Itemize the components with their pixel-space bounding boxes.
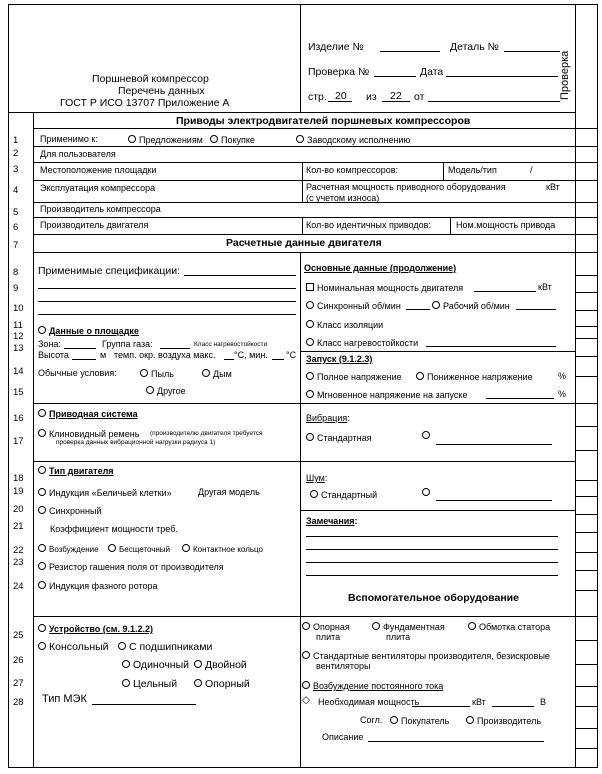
other-model-label: Другая модель bbox=[198, 487, 260, 497]
rownum-line bbox=[33, 112, 34, 767]
radio-icon bbox=[422, 431, 430, 439]
option-base-plate[interactable]: Опорная bbox=[302, 622, 350, 632]
option-instant-voltage[interactable]: Мгновенное напряжение на запуске bbox=[306, 390, 467, 400]
zone-field[interactable] bbox=[64, 348, 96, 349]
vbelt-note-1: (производителю двигателя требуется bbox=[150, 430, 263, 437]
option-buyer[interactable]: Покупатель bbox=[390, 716, 449, 726]
check-cell-line bbox=[575, 326, 597, 327]
option-noise-other[interactable] bbox=[422, 488, 433, 498]
check-cell-line bbox=[575, 450, 597, 451]
option-proposals[interactable]: Предложениям bbox=[128, 135, 203, 145]
option-double[interactable]: Двойной bbox=[194, 660, 247, 671]
row-line bbox=[33, 146, 575, 147]
option-supported[interactable]: Опорный bbox=[194, 679, 250, 690]
doc-title-3: ГОСТ Р ИСО 13707 Приложение А bbox=[60, 97, 230, 109]
remarks-line-2[interactable] bbox=[306, 549, 558, 550]
motor-type-heading[interactable]: Тип двигателя bbox=[38, 466, 114, 476]
header-divider bbox=[300, 4, 301, 112]
option-sync-rpm[interactable]: Синхронный об/мин bbox=[306, 301, 401, 311]
instant-voltage-field[interactable] bbox=[486, 398, 554, 399]
description-field[interactable] bbox=[368, 741, 544, 742]
option-purchase[interactable]: Покупке bbox=[210, 135, 255, 145]
radio-icon bbox=[38, 429, 46, 437]
option-reduced-voltage[interactable]: Пониженное напряжение bbox=[416, 372, 533, 382]
noise-title: Шум bbox=[306, 473, 325, 483]
vibration-colon: : bbox=[347, 413, 350, 423]
doc-title-2: Перечень данных bbox=[118, 85, 205, 97]
vibration-heading bbox=[306, 414, 350, 423]
row-number: 1 bbox=[13, 135, 19, 146]
radio-icon bbox=[122, 679, 130, 687]
drive-system-heading[interactable]: Приводная система bbox=[38, 409, 138, 419]
row-number: 14 bbox=[13, 366, 24, 377]
option-bearings[interactable]: С подшипниками bbox=[118, 642, 212, 653]
row-line bbox=[33, 128, 575, 129]
for-user-label: Для пользователя bbox=[40, 149, 116, 159]
option-work-rpm[interactable]: Рабочий об/мин bbox=[432, 301, 510, 311]
option-foundation-plate[interactable]: Фундаментная bbox=[372, 622, 445, 632]
base-plate-label-2: плита bbox=[316, 632, 341, 642]
check-cell-line bbox=[575, 202, 597, 203]
radio-icon bbox=[310, 490, 318, 498]
specs-field[interactable] bbox=[184, 275, 296, 276]
radio-icon bbox=[432, 301, 440, 309]
page-label: стр. bbox=[308, 91, 327, 103]
diamond-icon: ◇ bbox=[302, 694, 311, 706]
radio-icon bbox=[302, 681, 310, 689]
radio-icon bbox=[38, 506, 46, 514]
remarks-line-4[interactable] bbox=[306, 575, 558, 576]
check-cell-line bbox=[575, 403, 597, 404]
option-dust[interactable]: Пыль bbox=[140, 369, 174, 379]
design-power-note: (с учетом износа) bbox=[306, 193, 380, 203]
noise-heading bbox=[306, 474, 327, 483]
detal-label: Деталь № bbox=[450, 41, 499, 53]
radio-icon bbox=[38, 409, 46, 417]
compressor-operation-label: Эксплуатация компрессора bbox=[40, 183, 156, 193]
option-heat-class[interactable]: Класс нагревостойкости bbox=[306, 338, 418, 348]
altitude-field[interactable] bbox=[72, 359, 96, 360]
option-noise-standard[interactable]: Стандартный bbox=[310, 490, 377, 500]
option-cantilever[interactable]: Консольный bbox=[38, 642, 109, 653]
radio-icon bbox=[306, 320, 314, 328]
row-line bbox=[33, 180, 575, 181]
radio-icon bbox=[468, 622, 476, 630]
heat-class-field[interactable] bbox=[426, 346, 556, 347]
option-vibration-standard[interactable]: Стандартная bbox=[306, 433, 372, 443]
row-number: 9 bbox=[13, 283, 19, 294]
instant-voltage-pct: % bbox=[558, 389, 567, 399]
basic-data-heading: Основные данные (продолжение) bbox=[304, 263, 457, 273]
check-cell-line bbox=[575, 570, 597, 571]
compressor-maker-label: Производитель компрессора bbox=[40, 204, 161, 214]
check-cell-line bbox=[575, 686, 597, 687]
noise-colon: : bbox=[324, 473, 328, 483]
radio-icon bbox=[38, 466, 46, 474]
altitude-label: Высота bbox=[38, 350, 69, 360]
radio-icon bbox=[38, 581, 46, 589]
option-single[interactable]: Одиночный bbox=[122, 660, 189, 671]
frame-bottom bbox=[8, 767, 598, 768]
work-rpm-field[interactable] bbox=[516, 309, 556, 310]
radio-icon bbox=[296, 135, 304, 143]
remarks-line-1[interactable] bbox=[306, 536, 558, 537]
izdelie-label: Изделие № bbox=[308, 41, 364, 53]
check-cell-line bbox=[575, 664, 597, 665]
row-number: 25 bbox=[13, 630, 24, 641]
proverka-label: Проверка № bbox=[308, 66, 370, 78]
radio-icon bbox=[302, 622, 310, 630]
frame-right bbox=[597, 4, 598, 767]
agreed-label: Согл. bbox=[360, 715, 383, 725]
row-number: 27 bbox=[13, 678, 24, 689]
check-cell-line bbox=[575, 376, 597, 377]
option-factory[interactable]: Заводскому исполнению bbox=[296, 135, 410, 145]
compressor-count-label: Кол-во компрессоров: bbox=[306, 165, 398, 175]
row-number: 3 bbox=[13, 164, 19, 175]
option-synchronous[interactable]: Синхронный bbox=[38, 506, 101, 516]
site-location-label: Местоположение площадки bbox=[40, 165, 157, 175]
voltage-field[interactable] bbox=[492, 706, 534, 707]
data-field[interactable] bbox=[446, 76, 558, 77]
row-number: 8 bbox=[13, 267, 19, 278]
option-stator-winding[interactable]: Обмотка статора bbox=[468, 622, 550, 632]
normal-conditions-label: Обычные условия: bbox=[38, 368, 117, 378]
design-power-label: Расчетная мощность приводного оборудования bbox=[306, 182, 506, 192]
noise-other-field[interactable] bbox=[436, 500, 552, 501]
check-cell-line bbox=[575, 552, 597, 553]
check-cell-line bbox=[575, 426, 597, 427]
altitude-unit: м bbox=[100, 350, 107, 360]
option-other[interactable]: Другое bbox=[146, 386, 186, 396]
fans-label-2: вентиляторы bbox=[316, 661, 371, 671]
radio-icon bbox=[306, 390, 314, 398]
frame-left bbox=[8, 4, 9, 767]
row-number: 10 bbox=[13, 303, 24, 314]
check-cell-line bbox=[575, 252, 597, 253]
radio-icon bbox=[38, 544, 46, 552]
iec-type-field[interactable] bbox=[92, 704, 196, 705]
cell-divider bbox=[302, 162, 303, 180]
vbelt-note-2: проверка данных вибрационной нагрузки радиуса 1) bbox=[56, 439, 216, 446]
row-number: 20 bbox=[13, 504, 24, 515]
radio-icon bbox=[372, 622, 380, 630]
option-smoke[interactable]: Дым bbox=[202, 369, 232, 379]
row-number: 5 bbox=[13, 207, 19, 218]
temp-min-label: °С, мин. bbox=[234, 350, 268, 360]
cell-divider bbox=[302, 180, 303, 202]
option-brushless[interactable]: Бесщеточный bbox=[108, 544, 170, 554]
radio-icon bbox=[118, 642, 126, 650]
data-label: Дата bbox=[420, 66, 444, 78]
nominal-power-checkbox[interactable]: Номинальная мощность двигателя bbox=[306, 283, 463, 293]
check-cell-line bbox=[575, 496, 597, 497]
page-total-line bbox=[382, 101, 410, 102]
option-maker[interactable]: Производитель bbox=[466, 716, 541, 726]
radio-icon bbox=[306, 301, 314, 309]
device-heading[interactable]: Устройство (см. 9.1.2.2) bbox=[38, 624, 153, 634]
radio-icon bbox=[108, 544, 116, 552]
foundation-plate-label-2: плита bbox=[386, 632, 411, 642]
ambient-temp-label: темп. окр. воздуха макс. bbox=[114, 350, 216, 360]
check-cell-line bbox=[575, 162, 597, 163]
iec-type-label: Тип МЭК bbox=[42, 693, 87, 705]
vibration-title: Вибрация bbox=[306, 413, 348, 423]
section-title-drives: Приводы электродвигателей поршневых компрессоров bbox=[176, 115, 471, 127]
radio-icon bbox=[306, 372, 314, 380]
required-power-unit: кВт bbox=[472, 697, 486, 707]
row-number: 12 bbox=[13, 331, 24, 342]
specs-line-4[interactable] bbox=[38, 314, 296, 315]
check-cell-line bbox=[575, 590, 597, 591]
specs-line-3[interactable] bbox=[38, 301, 296, 302]
radio-icon bbox=[422, 488, 430, 496]
reduced-voltage-pct: % bbox=[558, 371, 567, 381]
row-line bbox=[300, 510, 575, 511]
identical-drives-label: Кол-во идентичных приводов: bbox=[306, 220, 431, 230]
row-line bbox=[33, 403, 300, 404]
applies-label: Применимо к: bbox=[40, 134, 98, 144]
row-line bbox=[33, 217, 575, 218]
radio-icon bbox=[194, 660, 202, 668]
from-field[interactable] bbox=[428, 101, 560, 102]
site-data-heading[interactable]: Данные о площадке bbox=[38, 326, 139, 336]
remarks-colon: : bbox=[354, 516, 358, 526]
option-dc-excitation[interactable]: Возбуждение постоянного тока bbox=[302, 681, 443, 691]
radio-icon bbox=[122, 660, 130, 668]
radio-icon bbox=[128, 135, 136, 143]
option-slip-ring[interactable]: Контактное кольцо bbox=[182, 544, 263, 554]
radio-icon bbox=[38, 624, 46, 632]
check-cell-line bbox=[575, 217, 597, 218]
option-excitation[interactable]: Возбуждение bbox=[38, 544, 99, 554]
of-label: из bbox=[366, 91, 377, 103]
radio-icon bbox=[182, 544, 190, 552]
option-standard-fans[interactable]: Стандартные вентиляторы производителя, безискровые bbox=[302, 651, 550, 661]
row-number: 23 bbox=[13, 557, 24, 568]
option-vbelt[interactable]: Клиновидный ремень bbox=[38, 429, 139, 439]
check-cell-line bbox=[575, 616, 597, 617]
row-number: 21 bbox=[13, 521, 24, 532]
model-type-label: Модель/тип bbox=[448, 165, 497, 175]
required-power-field[interactable] bbox=[412, 706, 470, 707]
cell-divider bbox=[450, 217, 451, 234]
radio-icon bbox=[38, 642, 46, 650]
row-number: 17 bbox=[13, 436, 24, 447]
row-number: 4 bbox=[13, 185, 19, 196]
heat-class-small-label: Класс нагревостойкости bbox=[194, 341, 268, 348]
check-cell-line bbox=[575, 146, 597, 147]
nominal-drive-power-label: Ном.мощность привода bbox=[456, 220, 556, 230]
option-full-voltage[interactable]: Полное напряжение bbox=[306, 372, 402, 382]
radio-icon bbox=[38, 562, 46, 570]
option-insulation-class[interactable]: Класс изоляции bbox=[306, 320, 383, 330]
remarks-heading bbox=[306, 517, 358, 526]
radio-icon bbox=[194, 679, 202, 687]
row-line bbox=[300, 403, 575, 404]
option-vibration-other[interactable] bbox=[422, 431, 433, 441]
check-cell-line bbox=[575, 706, 597, 707]
row-number: 24 bbox=[13, 581, 24, 592]
check-line bbox=[575, 128, 597, 129]
check-cell-line bbox=[575, 310, 597, 311]
check-cell-line bbox=[575, 480, 597, 481]
checkbox-icon bbox=[306, 283, 314, 291]
row-number: 7 bbox=[13, 240, 19, 251]
option-wound-rotor[interactable]: Индукция фазного ротора bbox=[38, 581, 158, 591]
temp-max-field[interactable] bbox=[224, 359, 234, 360]
remarks-line-3[interactable] bbox=[306, 562, 558, 563]
radio-icon bbox=[38, 488, 46, 496]
check-column-title: Проверка bbox=[559, 50, 571, 100]
proverka-field[interactable] bbox=[374, 76, 416, 77]
check-cell-line bbox=[575, 748, 597, 749]
row-line bbox=[33, 252, 575, 253]
doc-title-1: Поршневой компрессор bbox=[92, 73, 209, 85]
sync-rpm-field[interactable] bbox=[406, 309, 430, 310]
radio-icon bbox=[306, 338, 314, 346]
radio-icon bbox=[416, 372, 424, 380]
model-type-slash: / bbox=[530, 165, 533, 175]
aux-equipment-heading: Вспомогательное оборудование bbox=[348, 592, 519, 604]
row-number: 22 bbox=[13, 545, 24, 556]
section-title-motor: Расчетные данные двигателя bbox=[226, 237, 382, 249]
start-heading: Запуск (9.1.2.3) bbox=[306, 354, 373, 364]
row-line bbox=[300, 351, 575, 352]
row-number: 11 bbox=[13, 320, 23, 331]
frame-top bbox=[8, 4, 598, 5]
option-squirrel-cage[interactable]: Индукция «Беличьей клетки» bbox=[38, 488, 172, 498]
row-number: 6 bbox=[13, 222, 19, 233]
gas-group-field[interactable] bbox=[160, 348, 190, 349]
nominal-power-unit: кВт bbox=[538, 282, 552, 292]
row-number: 18 bbox=[13, 473, 24, 484]
nominal-power-field[interactable] bbox=[474, 291, 536, 292]
row-line bbox=[33, 162, 575, 163]
vibration-other-field[interactable] bbox=[436, 444, 552, 445]
radio-icon bbox=[390, 716, 398, 724]
temp-min-field[interactable] bbox=[272, 359, 284, 360]
row-line bbox=[33, 202, 575, 203]
row-number: 28 bbox=[13, 697, 24, 708]
row-number: 16 bbox=[13, 413, 24, 424]
izdelie-field[interactable] bbox=[380, 51, 440, 52]
check-cell-line bbox=[575, 356, 597, 357]
detal-field[interactable] bbox=[504, 51, 560, 52]
radio-icon bbox=[306, 433, 314, 441]
option-field-resistor[interactable]: Резистор гашения поля от производителя bbox=[38, 562, 224, 572]
page-number-line bbox=[328, 101, 352, 102]
option-solid[interactable]: Цельный bbox=[122, 679, 177, 690]
row-number: 13 bbox=[13, 343, 24, 354]
row-line bbox=[33, 461, 300, 462]
radio-icon bbox=[302, 651, 310, 659]
row-number: 19 bbox=[13, 486, 24, 497]
row-number: 26 bbox=[13, 655, 24, 666]
row-number: 15 bbox=[13, 387, 24, 398]
header-bottom bbox=[8, 112, 575, 113]
check-cell-line bbox=[575, 532, 597, 533]
description-label: Описание bbox=[322, 732, 364, 742]
radio-icon bbox=[466, 716, 474, 724]
check-cell-line bbox=[575, 180, 597, 181]
check-column-line bbox=[575, 4, 576, 767]
specs-line-2[interactable] bbox=[38, 288, 296, 289]
row-line bbox=[33, 616, 575, 617]
check-cell-line bbox=[575, 292, 597, 293]
check-cell-line bbox=[575, 338, 597, 339]
radio-icon bbox=[38, 326, 46, 334]
check-cell-line bbox=[575, 728, 597, 729]
check-cell-line bbox=[575, 275, 597, 276]
cell-divider bbox=[443, 162, 444, 180]
remarks-title: Замечания bbox=[306, 516, 355, 526]
voltage-unit: В bbox=[540, 697, 547, 707]
temp-unit: °С bbox=[286, 350, 297, 360]
check-cell-line bbox=[575, 514, 597, 515]
cell-divider bbox=[302, 217, 303, 234]
required-power-label: Необходимая мощность bbox=[318, 697, 420, 707]
row-line bbox=[33, 234, 575, 235]
gas-group-label: Группа газа: bbox=[102, 339, 153, 349]
radio-icon bbox=[146, 386, 154, 394]
design-power-unit: кВт bbox=[546, 182, 560, 192]
motor-maker-label: Производитель двигателя bbox=[40, 220, 149, 230]
from-label: от bbox=[414, 91, 425, 103]
page-number: 20 bbox=[335, 90, 347, 102]
power-factor-label: Коэффициент мощности треб. bbox=[50, 524, 178, 534]
zone-label: Зона: bbox=[38, 339, 61, 349]
radio-icon bbox=[210, 135, 218, 143]
row-line bbox=[300, 461, 575, 462]
row-number: 2 bbox=[13, 148, 19, 159]
check-cell-line bbox=[575, 234, 597, 235]
page-total: 22 bbox=[390, 90, 402, 102]
radio-icon bbox=[140, 369, 148, 377]
check-cell-line bbox=[575, 640, 597, 641]
radio-icon bbox=[202, 369, 210, 377]
specs-label: Применимые спецификации: bbox=[38, 265, 180, 277]
